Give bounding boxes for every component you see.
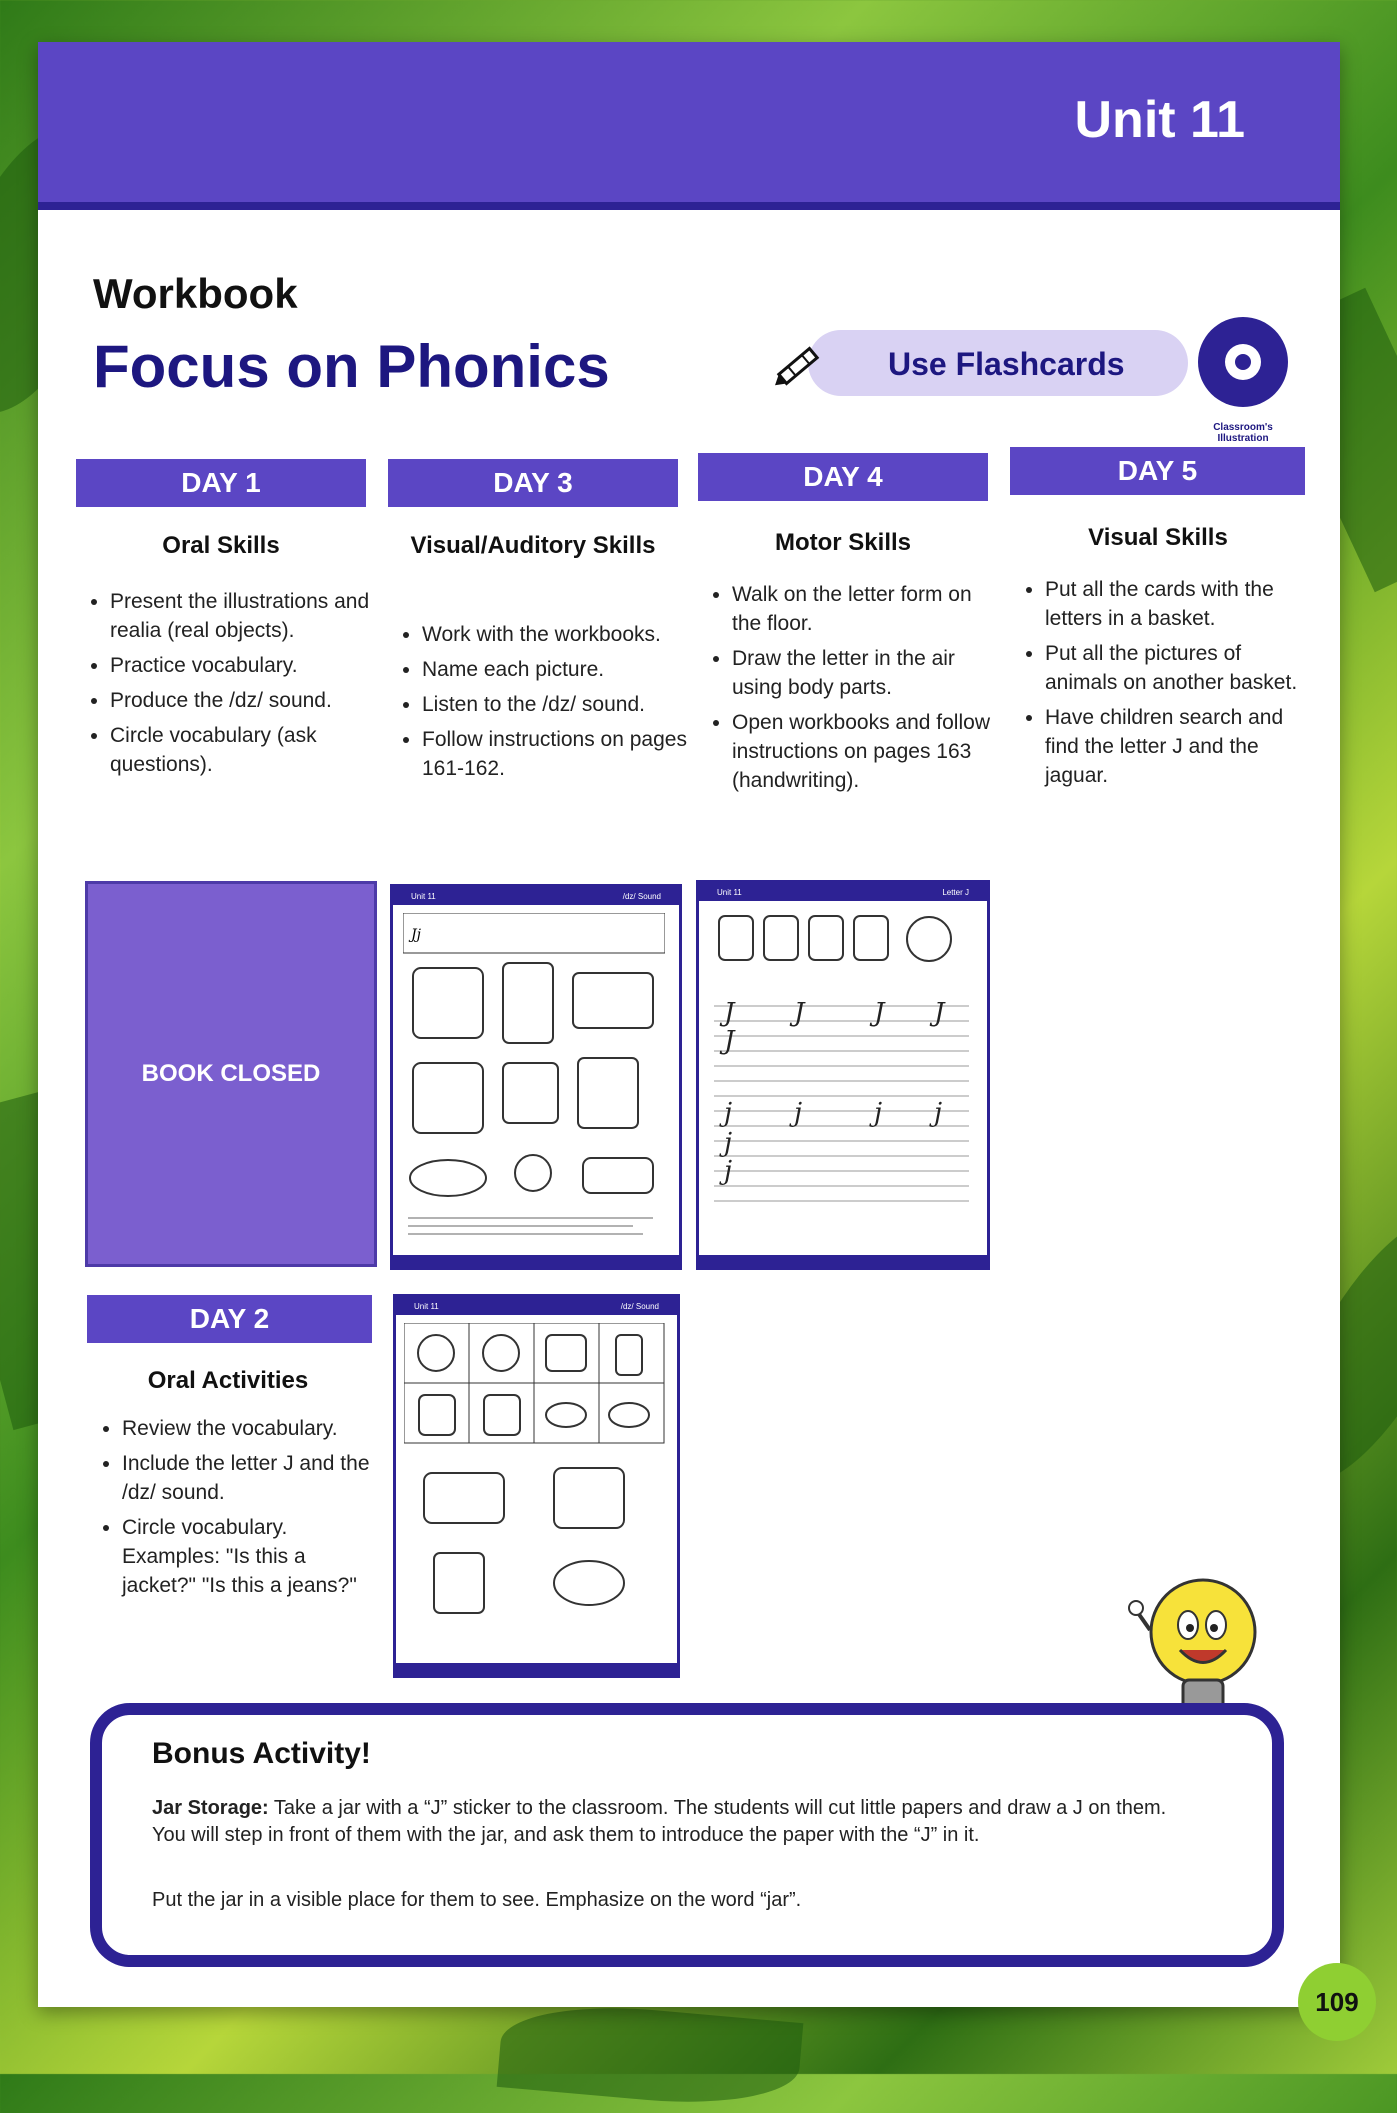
- list-item: • Review the vocabulary.: [122, 1414, 372, 1443]
- leaf-decoration: [497, 1997, 804, 2113]
- disc-caption: Classroom's Illustration: [1213, 422, 1273, 444]
- workbook-page: [38, 42, 1340, 2007]
- day2-header: DAY 2: [87, 1295, 372, 1343]
- svg-text:j: j: [874, 1098, 883, 1128]
- day5-list: [1023, 575, 1315, 796]
- day4-list: [710, 580, 1002, 801]
- svg-text:Jj: Jj: [411, 927, 421, 943]
- bonus-text: Take a jar with a “J” sticker to the classroom. The students will cut little papers and draw a J on them. You will step in front of them with the jar, and ask them to introduce the paper with the “J” in it.: [152, 1797, 1167, 1846]
- thumbnail-header: [393, 887, 679, 905]
- workbook-label: Workbook: [93, 270, 298, 317]
- list-item: • Circle vocabulary (ask questions).: [110, 721, 380, 779]
- list-item: • Include the letter J and the /dz/ sound.: [122, 1449, 372, 1507]
- thumbnail-topic: /dz/ Sound: [622, 891, 661, 901]
- page-title: Focus on Phonics: [93, 333, 610, 400]
- day1-title: Oral Skills: [162, 532, 280, 559]
- bonus-title: Bonus Activity!: [152, 1737, 371, 1770]
- workbook-page-thumbnail: [390, 884, 682, 1270]
- bonus-paragraph: [152, 1795, 1172, 1849]
- day3-header: DAY 3: [388, 459, 678, 507]
- thumbnail-footer: [393, 1255, 679, 1267]
- thumbnail-footer: [396, 1663, 677, 1675]
- page-number: 109: [1298, 1963, 1376, 2041]
- disc-icon: [1188, 307, 1298, 417]
- crayon-icon: [768, 336, 828, 396]
- svg-text:J: J: [874, 998, 885, 1028]
- header-banner: [38, 42, 1340, 210]
- svg-text:j: j: [794, 1098, 803, 1128]
- svg-text:J: J: [794, 998, 805, 1028]
- thumbnail-topic: /dz/ Sound: [620, 1301, 659, 1311]
- unit-title: Unit 11: [1074, 91, 1245, 149]
- day3-list: [400, 620, 692, 789]
- list-item: • Put all the cards with the letters in a basket.: [1045, 575, 1315, 633]
- thumbnail-header: [699, 883, 987, 901]
- day5-title: Visual Skills: [1088, 524, 1228, 551]
- workbook-page-thumbnail: [696, 880, 990, 1270]
- thumbnail-unit: Unit 11: [717, 887, 742, 897]
- day4-header: DAY 4: [698, 453, 988, 501]
- list-item: • Present the illustrations and realia (real objects).: [110, 587, 380, 645]
- day1-list: [88, 587, 380, 785]
- day1-header: DAY 1: [76, 459, 366, 507]
- thumbnail-unit: Unit 11: [411, 891, 436, 901]
- day2-list: [100, 1414, 372, 1606]
- list-item: • Work with the workbooks.: [422, 620, 692, 649]
- handwriting-illustration: [709, 911, 975, 1241]
- list-item: • Have children search and find the letter J and the jaguar.: [1045, 703, 1315, 790]
- svg-text:j: j: [724, 1156, 733, 1186]
- list-item: • Put all the pictures of animals on another basket.: [1045, 639, 1315, 697]
- book-closed-panel: BOOK CLOSED: [85, 881, 377, 1267]
- day2-title: Oral Activities: [147, 1367, 309, 1394]
- flashcards-label: Use Flashcards: [888, 346, 1125, 382]
- list-item: • Draw the letter in the air using body parts.: [732, 644, 1002, 702]
- list-item: • Produce the /dz/ sound.: [110, 686, 380, 715]
- worksheet-illustration: [404, 1323, 666, 1653]
- thumbnail-header: [396, 1297, 677, 1315]
- svg-text:j: j: [724, 1098, 733, 1128]
- list-item: • Walk on the letter form on the floor.: [732, 580, 1002, 638]
- bonus-paragraph-2: Put the jar in a visible place for them to see. Emphasize on the word “jar”.: [152, 1889, 802, 1911]
- bonus-lead: Jar Storage:: [152, 1797, 269, 1819]
- svg-text:J: J: [724, 1026, 735, 1056]
- list-item: • Circle vocabulary. Examples: "Is this a jacket?" "Is this a jeans?": [122, 1513, 372, 1600]
- svg-text:j: j: [724, 1128, 733, 1158]
- thumbnail-footer: [699, 1255, 987, 1267]
- day4-title: Motor Skills: [774, 529, 912, 556]
- thumbnail-unit: Unit 11: [414, 1301, 439, 1311]
- list-item: • Open workbooks and follow instructions on pages 163 (handwriting).: [732, 708, 1002, 795]
- list-item: • Practice vocabulary.: [110, 651, 380, 680]
- day5-header: DAY 5: [1010, 447, 1305, 495]
- svg-text:j: j: [934, 1098, 943, 1128]
- use-flashcards-badge: [768, 312, 1273, 444]
- bonus-activity-box: [90, 1703, 1284, 1967]
- thumbnail-topic: Letter J: [942, 887, 969, 897]
- svg-text:J: J: [934, 998, 945, 1028]
- list-item: • Listen to the /dz/ sound.: [422, 690, 692, 719]
- worksheet-illustration: [403, 913, 665, 1243]
- list-item: • Follow instructions on pages 161-162.: [422, 725, 692, 783]
- workbook-page-thumbnail: [393, 1294, 680, 1678]
- list-item: • Name each picture.: [422, 655, 692, 684]
- svg-text:J: J: [724, 998, 735, 1028]
- day3-title: Visual/Auditory Skills: [410, 532, 656, 559]
